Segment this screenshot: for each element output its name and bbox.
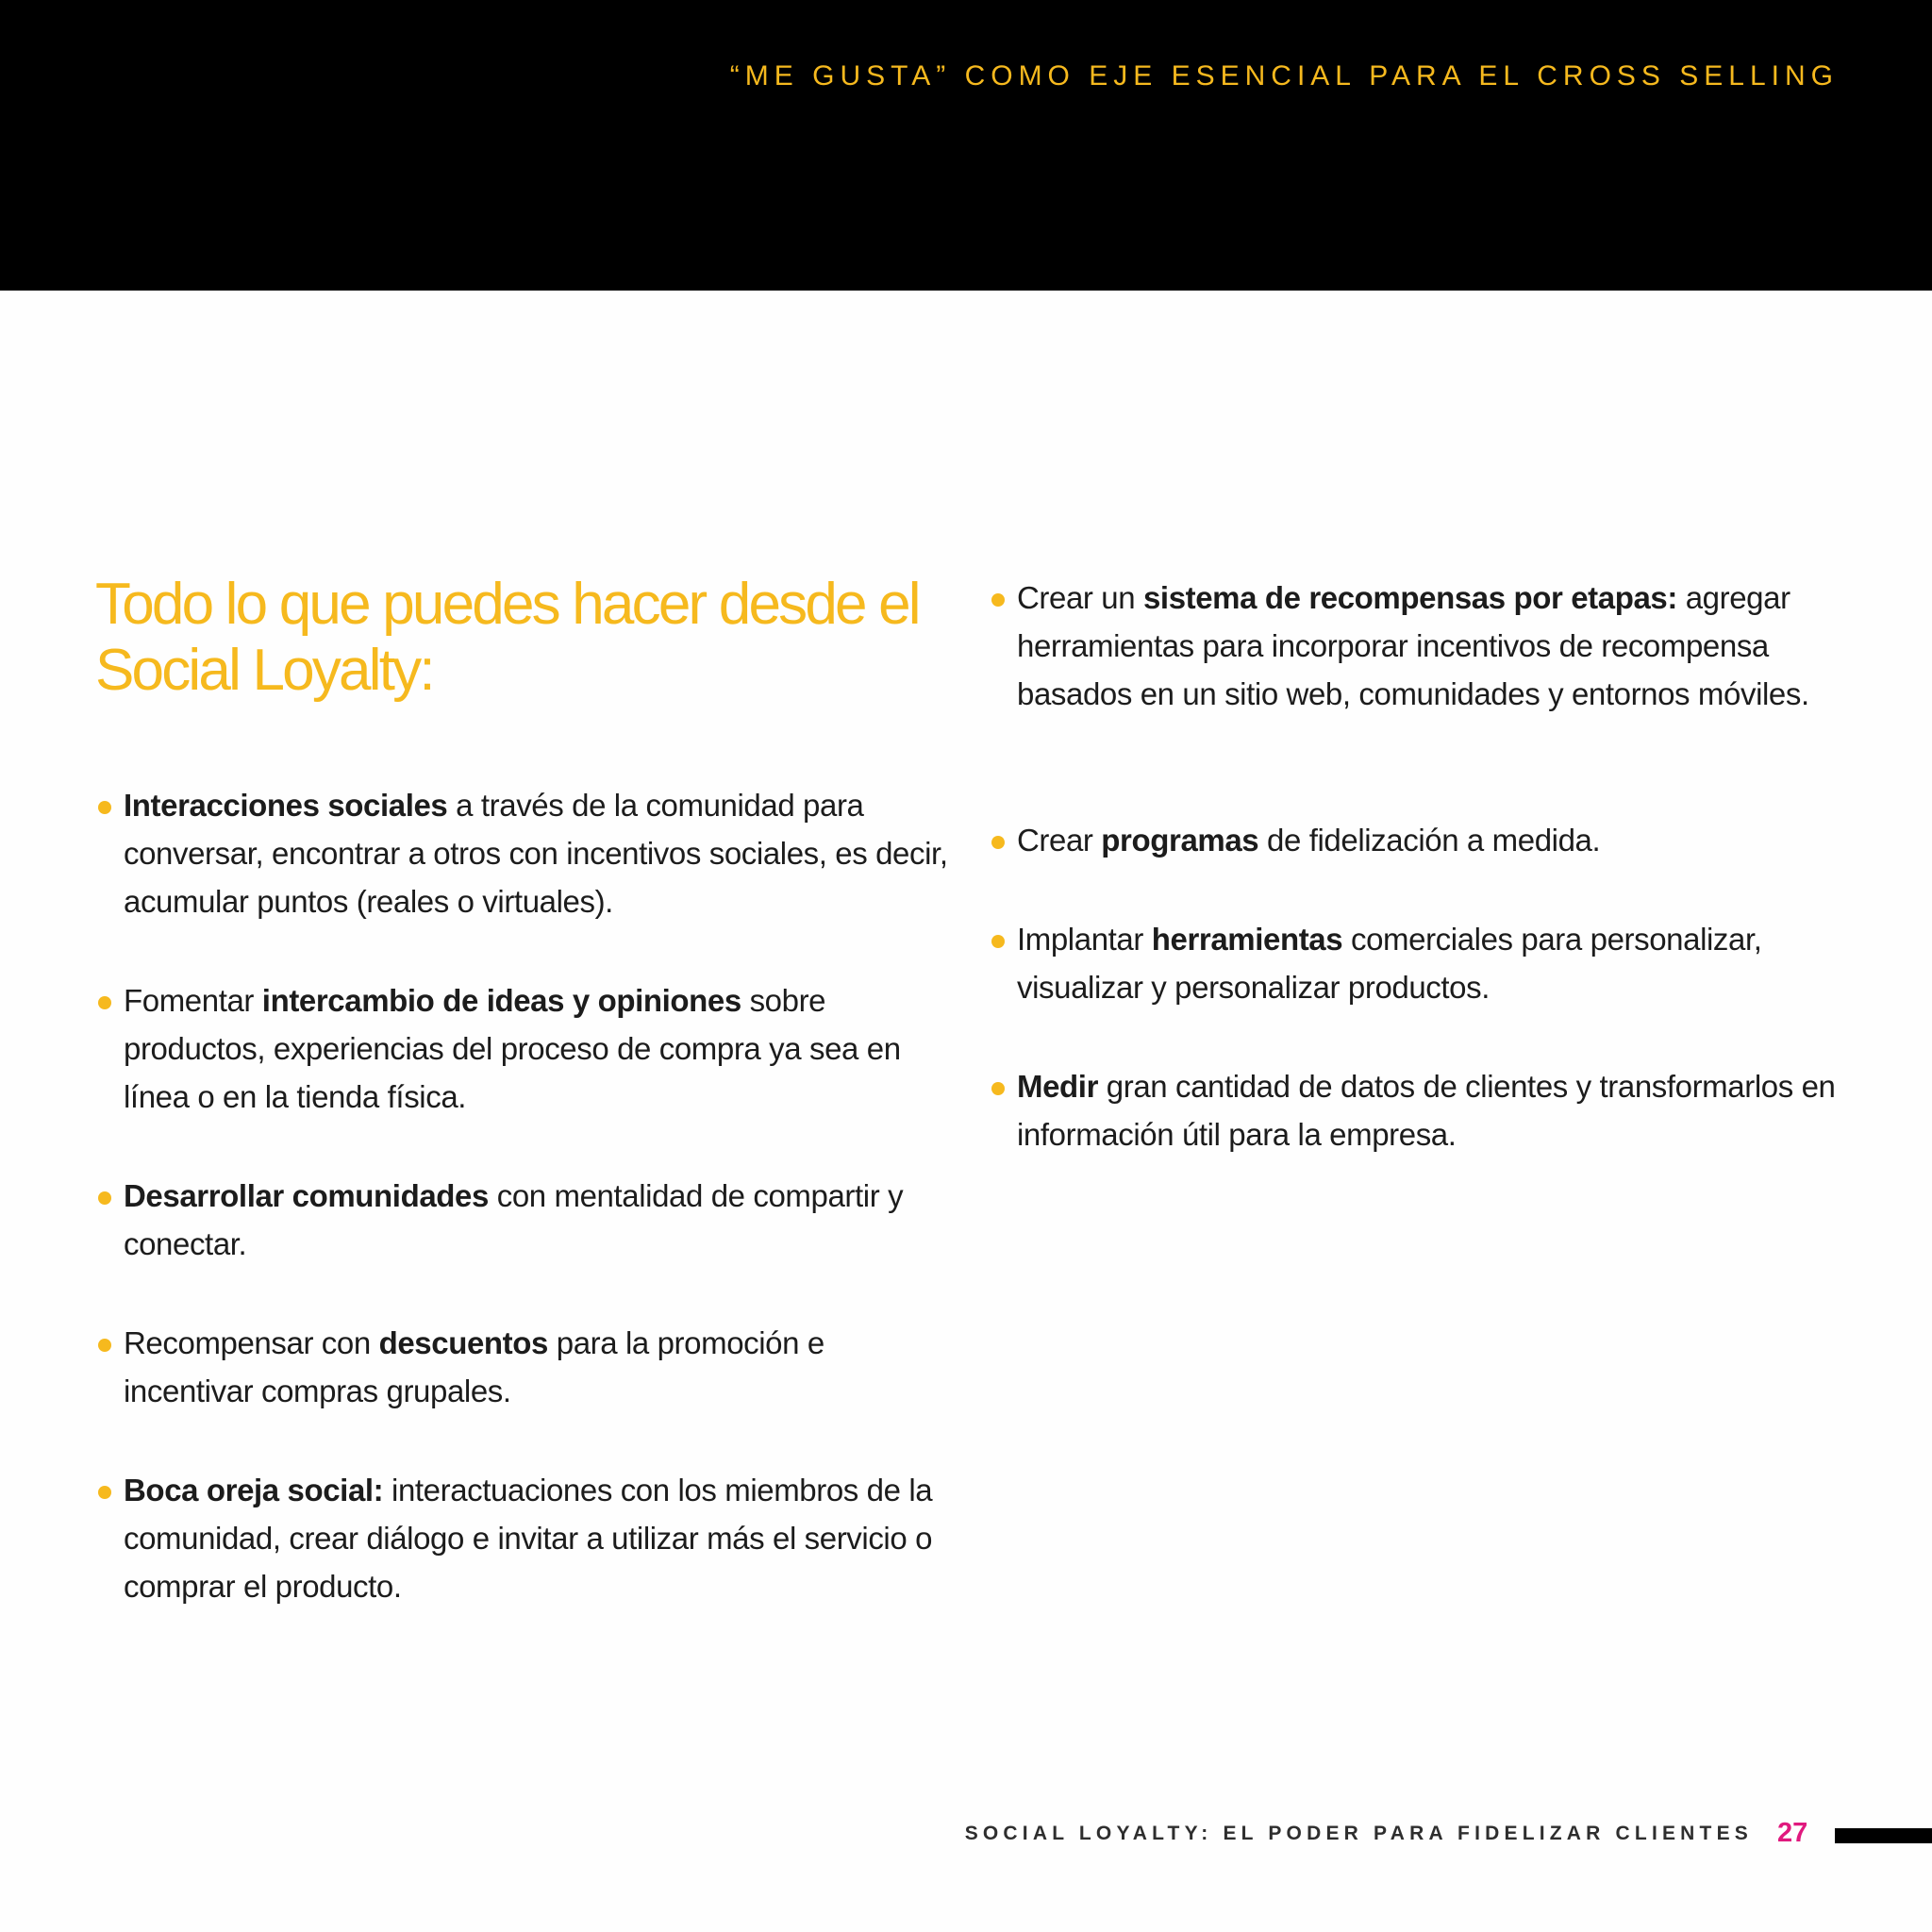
list-item-text: Crear programas de fidelización a medida.	[1017, 823, 1601, 858]
header-band	[0, 0, 1932, 291]
list-item	[96, 1466, 950, 1610]
list-item-text: Fomentar intercambio de ideas y opiniones sobre productos, experiencias del proceso de compra ya sea en línea o en la tienda física.	[124, 983, 901, 1114]
footer-bar	[1835, 1828, 1932, 1843]
bullet-icon	[991, 593, 1005, 607]
page-number: 27	[1777, 1818, 1808, 1848]
list-item	[990, 1062, 1853, 1158]
emphasis: Interacciones sociales	[124, 788, 448, 823]
list-item	[96, 976, 950, 1121]
list-item	[96, 1319, 950, 1415]
list-item-text: Desarrollar comunidades con mentalidad de compartir y conectar.	[124, 1178, 904, 1261]
bullet-icon	[991, 1082, 1005, 1095]
page-footer	[0, 1811, 1932, 1858]
list-item-text: Implantar herramientas comerciales para personalizar, visualizar y personalizar productos.	[1017, 922, 1762, 1005]
running-head: “ME GUSTA” COMO EJE ESENCIAL PARA EL CROSS SELLING	[729, 60, 1839, 92]
emphasis: descuentos	[378, 1325, 548, 1360]
bullet-icon	[98, 1339, 111, 1352]
list-item-text: Crear un sistema de recompensas por etapas: agregar herramientas para incorporar incentivos de recompensa basados en un sitio web, comunidades y entornos móviles.	[1017, 580, 1809, 711]
list-item	[990, 816, 1853, 864]
bullet-icon	[98, 996, 111, 1009]
section-title: Todo lo que puedes hacer desde el Social Loyalty:	[95, 572, 919, 703]
bullet-icon	[991, 935, 1005, 948]
list-item	[96, 781, 950, 925]
bullet-icon	[98, 801, 111, 814]
emphasis: sistema de recompensas por etapas:	[1142, 580, 1677, 615]
list-item-text: Medir gran cantidad de datos de clientes y transformarlos en información útil para la empresa.	[1017, 1069, 1836, 1152]
list-item	[990, 915, 1853, 1011]
emphasis: programas	[1101, 823, 1259, 858]
list-item-text: Boca oreja social: interactuaciones con los miembros de la comunidad, crear diálogo e invitar a utilizar más el servicio o comprar el producto.	[124, 1473, 933, 1604]
emphasis: Desarrollar comunidades	[124, 1178, 489, 1213]
bullet-icon	[98, 1486, 111, 1499]
footer-title: SOCIAL LOYALTY: EL PODER PARA FIDELIZAR CLIENTES	[964, 1823, 1753, 1844]
bullet-icon	[991, 836, 1005, 849]
emphasis: herramientas	[1151, 922, 1343, 957]
emphasis: Medir	[1017, 1069, 1099, 1104]
list-item-text: Interacciones sociales a través de la comunidad para conversar, encontrar a otros con incentivos sociales, es decir, acumular puntos (reales o virtuales).	[124, 788, 948, 919]
bullet-icon	[98, 1191, 111, 1205]
emphasis: Boca oreja social:	[124, 1473, 384, 1507]
list-item	[990, 574, 1853, 718]
emphasis: intercambio de ideas y opiniones	[261, 983, 741, 1018]
list-item-text: Recompensar con descuentos para la promoción e incentivar compras grupales.	[124, 1325, 824, 1408]
list-item	[96, 1172, 950, 1268]
